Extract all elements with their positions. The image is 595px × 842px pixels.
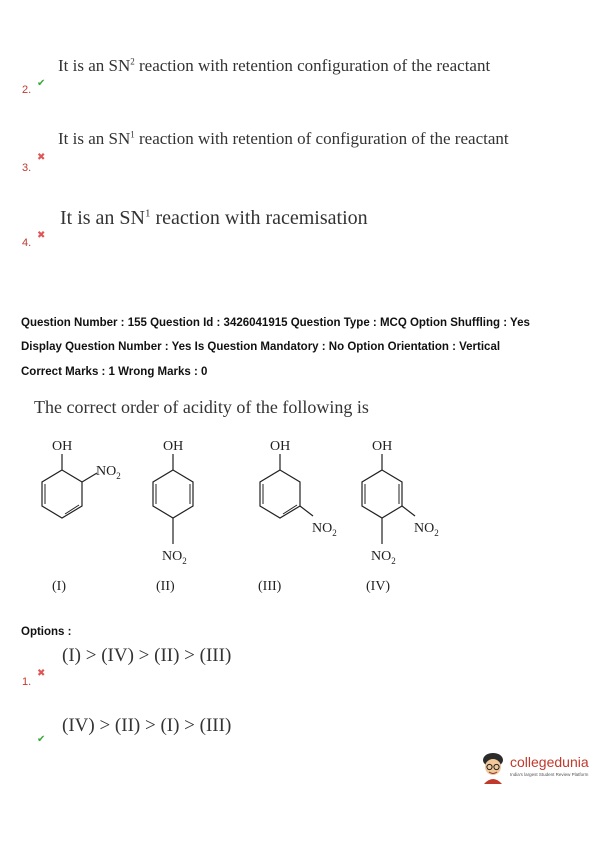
collegedunia-logo bbox=[478, 748, 588, 788]
question-meta-line-1: Question Number : 155 Question Id : 3426041915 Question Type : MCQ Option Shuffling : Yes bbox=[21, 317, 530, 329]
oh-label: OH bbox=[52, 439, 73, 454]
no2-label: $NO_2$ bbox=[96, 464, 121, 481]
no2-label: $NO_2$ bbox=[371, 549, 396, 566]
roman-label-ii: (II) bbox=[156, 579, 175, 594]
chemical-structures bbox=[20, 432, 460, 607]
structure-ii bbox=[153, 439, 193, 594]
oh-label: OH bbox=[163, 439, 184, 454]
roman-label-i: (I) bbox=[52, 579, 66, 594]
option-2-text: (IV) > (II) > (I) > (III) bbox=[62, 715, 232, 736]
option-1-number: 1. bbox=[22, 676, 32, 688]
oh-label: OH bbox=[270, 439, 291, 454]
mascot-icon bbox=[478, 750, 508, 786]
logo-tagline: India's largest Student Review Platform bbox=[510, 772, 589, 777]
no2-label: $NO_2$ bbox=[312, 521, 337, 538]
oh-label: OH bbox=[372, 439, 393, 454]
prev-option-3-number: 3. bbox=[22, 162, 32, 174]
prev-option-4-text: It is an $SN^1$ reaction with racemisation bbox=[60, 207, 368, 229]
no2-label: $NO_2$ bbox=[414, 521, 439, 538]
prev-option-2-number: 2. bbox=[22, 84, 32, 96]
cross-icon: ✖ bbox=[37, 152, 46, 163]
roman-label-iv: (IV) bbox=[366, 579, 391, 594]
option-1-text: (I) > (IV) > (II) > (III) bbox=[62, 645, 232, 666]
prev-option-4-number: 4. bbox=[22, 237, 32, 249]
roman-label-iii: (III) bbox=[258, 579, 282, 594]
cross-icon: ✖ bbox=[37, 668, 46, 679]
prev-option-3-text: It is an $SN^1$ reaction with retention of configuration of the reactant bbox=[58, 129, 509, 148]
no2-label: $NO_2$ bbox=[162, 549, 187, 566]
structure-iv bbox=[362, 439, 439, 594]
question-meta-line-3: Correct Marks : 1 Wrong Marks : 0 bbox=[21, 366, 208, 378]
structure-iii bbox=[258, 439, 337, 594]
structure-i bbox=[42, 439, 121, 594]
logo-name: collegedunia bbox=[510, 754, 589, 770]
check-icon: ✔ bbox=[37, 78, 46, 89]
cross-icon: ✖ bbox=[37, 230, 46, 241]
question-text: The correct order of acidity of the following is bbox=[34, 397, 369, 417]
question-meta-line-2: Display Question Number : Yes Is Question Mandatory : No Option Orientation : Vertical bbox=[21, 341, 501, 353]
prev-option-2-text: It is an $SN^2$ reaction with retention configuration of the reactant bbox=[58, 56, 491, 75]
options-label: Options : bbox=[21, 626, 72, 638]
check-icon: ✔ bbox=[37, 734, 46, 745]
